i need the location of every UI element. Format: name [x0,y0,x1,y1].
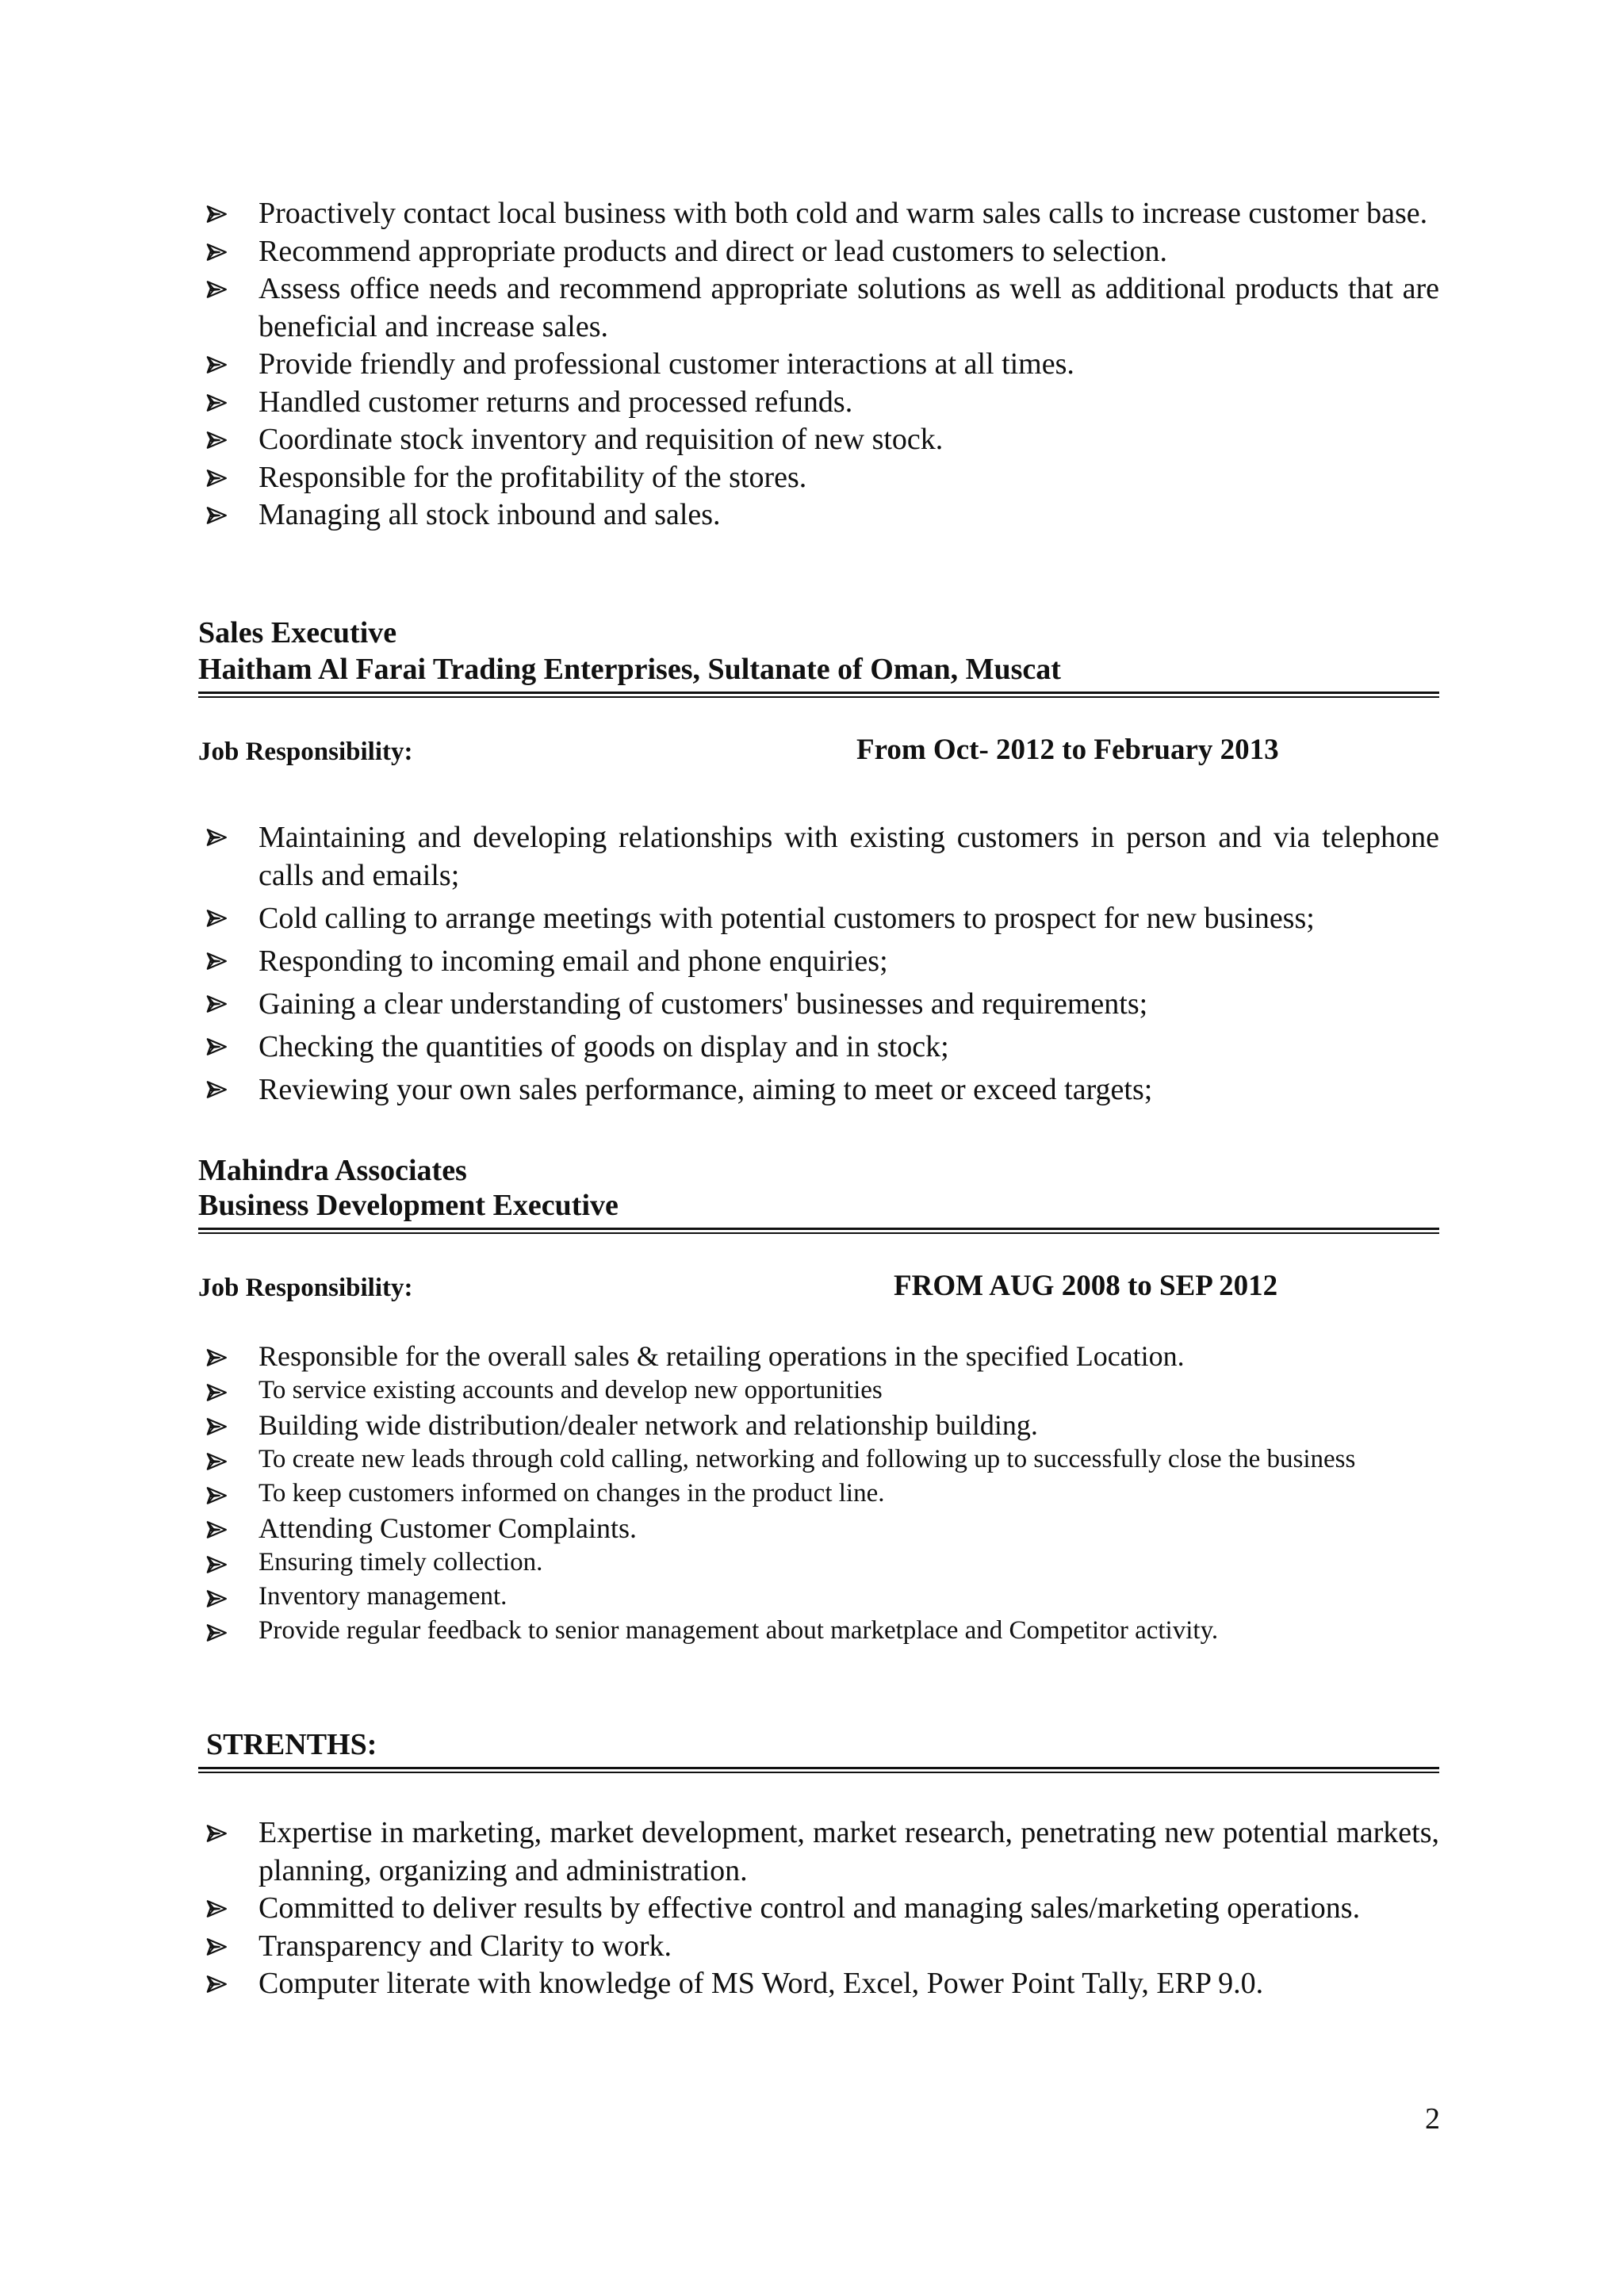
strengths-bullet-list [198,1814,1439,2003]
list-item: Assess office needs and recommend appropriate solutions as well as additional products that are beneficial and increase sales. [198,270,1439,346]
list-item: Maintaining and developing relationships with existing customers in person and via telephone calls and emails; [198,818,1439,895]
airplane-bullet-icon [205,1339,232,1377]
airplane-bullet-icon [205,459,232,497]
list-item: Committed to deliver results by effective control and managing sales/marketing operations. [198,1890,1439,1928]
airplane-bullet-icon [205,1028,232,1066]
list-item: To keep customers informed on changes in the product line. [198,1477,1439,1511]
airplane-bullet-icon [205,1477,232,1515]
list-item: Reviewing your own sales performance, aiming to meet or exceed targets; [198,1071,1439,1109]
list-item: Computer literate with knowledge of MS Word, Excel, Power Point Tally, ERP 9.0. [198,1965,1439,2003]
list-item: Coordinate stock inventory and requisition of new stock. [198,421,1439,459]
list-item: Cold calling to arrange meetings with potential customers to prospect for new business; [198,899,1439,937]
airplane-bullet-icon [205,985,232,1023]
airplane-bullet-icon [205,496,232,534]
list-item: Checking the quantities of goods on display and in stock; [198,1028,1439,1066]
list-item: Handled customer returns and processed refunds. [198,384,1439,422]
job1-company: Haitham Al Farai Trading Enterprises, Sultanate of Oman, Muscat [198,653,1061,686]
airplane-bullet-icon [205,1374,232,1412]
airplane-bullet-icon [205,233,232,271]
airplane-bullet-icon [205,384,232,422]
list-item: Managing all stock inbound and sales. [198,496,1439,534]
section-divider [198,692,1439,698]
job1-bullet-list [198,818,1439,1113]
airplane-bullet-icon [205,421,232,459]
section-divider [198,1228,1439,1234]
list-item: Transparency and Clarity to work. [198,1928,1439,1966]
job2-period: FROM AUG 2008 to SEP 2012 [894,1270,1278,1302]
list-item: Provide regular feedback to senior management about marketplace and Competitor activity. [198,1614,1439,1648]
list-item: To service existing accounts and develop new opportunities [198,1374,1439,1408]
airplane-bullet-icon [205,1928,232,1966]
list-item: Gaining a clear understanding of customers' businesses and requirements; [198,985,1439,1023]
list-item: Recommend appropriate products and direct or lead customers to selection. [198,233,1439,271]
list-item: Responsible for the overall sales & retailing operations in the specified Location. [198,1339,1439,1374]
section-divider [198,1767,1439,1773]
job2-bullet-list [198,1339,1439,1648]
airplane-bullet-icon [205,899,232,937]
airplane-bullet-icon [205,1614,232,1652]
list-item: Responding to incoming email and phone enquiries; [198,942,1439,980]
strengths-heading: STRENTHS: [206,1728,377,1761]
airplane-bullet-icon [205,1546,232,1584]
page-number: 2 [1425,2102,1440,2136]
job1-period: From Oct- 2012 to February 2013 [856,734,1279,766]
list-item: Attending Customer Complaints. [198,1511,1439,1546]
list-item: Expertise in marketing, market development, market research, penetrating new potential markets, planning, organizing and administration. [198,1814,1439,1890]
list-item: Provide friendly and professional customer interactions at all times. [198,346,1439,384]
job1-title: Sales Executive [198,616,397,649]
airplane-bullet-icon [205,1965,232,2003]
airplane-bullet-icon [205,1408,232,1446]
list-item: Ensuring timely collection. [198,1546,1439,1580]
airplane-bullet-icon [205,346,232,384]
job2-responsibility-label: Job Responsibility: [198,1274,413,1302]
job2-title: Business Development Executive [198,1189,619,1222]
airplane-bullet-icon [205,942,232,980]
airplane-bullet-icon [205,270,232,308]
airplane-bullet-icon [205,1890,232,1928]
list-item: Responsible for the profitability of the stores. [198,459,1439,497]
airplane-bullet-icon [205,818,232,856]
airplane-bullet-icon [205,1814,232,1852]
airplane-bullet-icon [205,195,232,233]
airplane-bullet-icon [205,1580,232,1618]
airplane-bullet-icon [205,1443,232,1481]
list-item: To create new leads through cold calling, networking and following up to successfully close the business [198,1443,1439,1477]
airplane-bullet-icon [205,1511,232,1549]
list-item: Building wide distribution/dealer network and relationship building. [198,1408,1439,1443]
job2-company: Mahindra Associates [198,1154,467,1187]
list-item: Proactively contact local business with both cold and warm sales calls to increase customer base. [198,195,1439,233]
job1-responsibility-label: Job Responsibility: [198,738,413,766]
intro-bullet-list [198,195,1439,534]
airplane-bullet-icon [205,1071,232,1109]
list-item: Inventory management. [198,1580,1439,1614]
